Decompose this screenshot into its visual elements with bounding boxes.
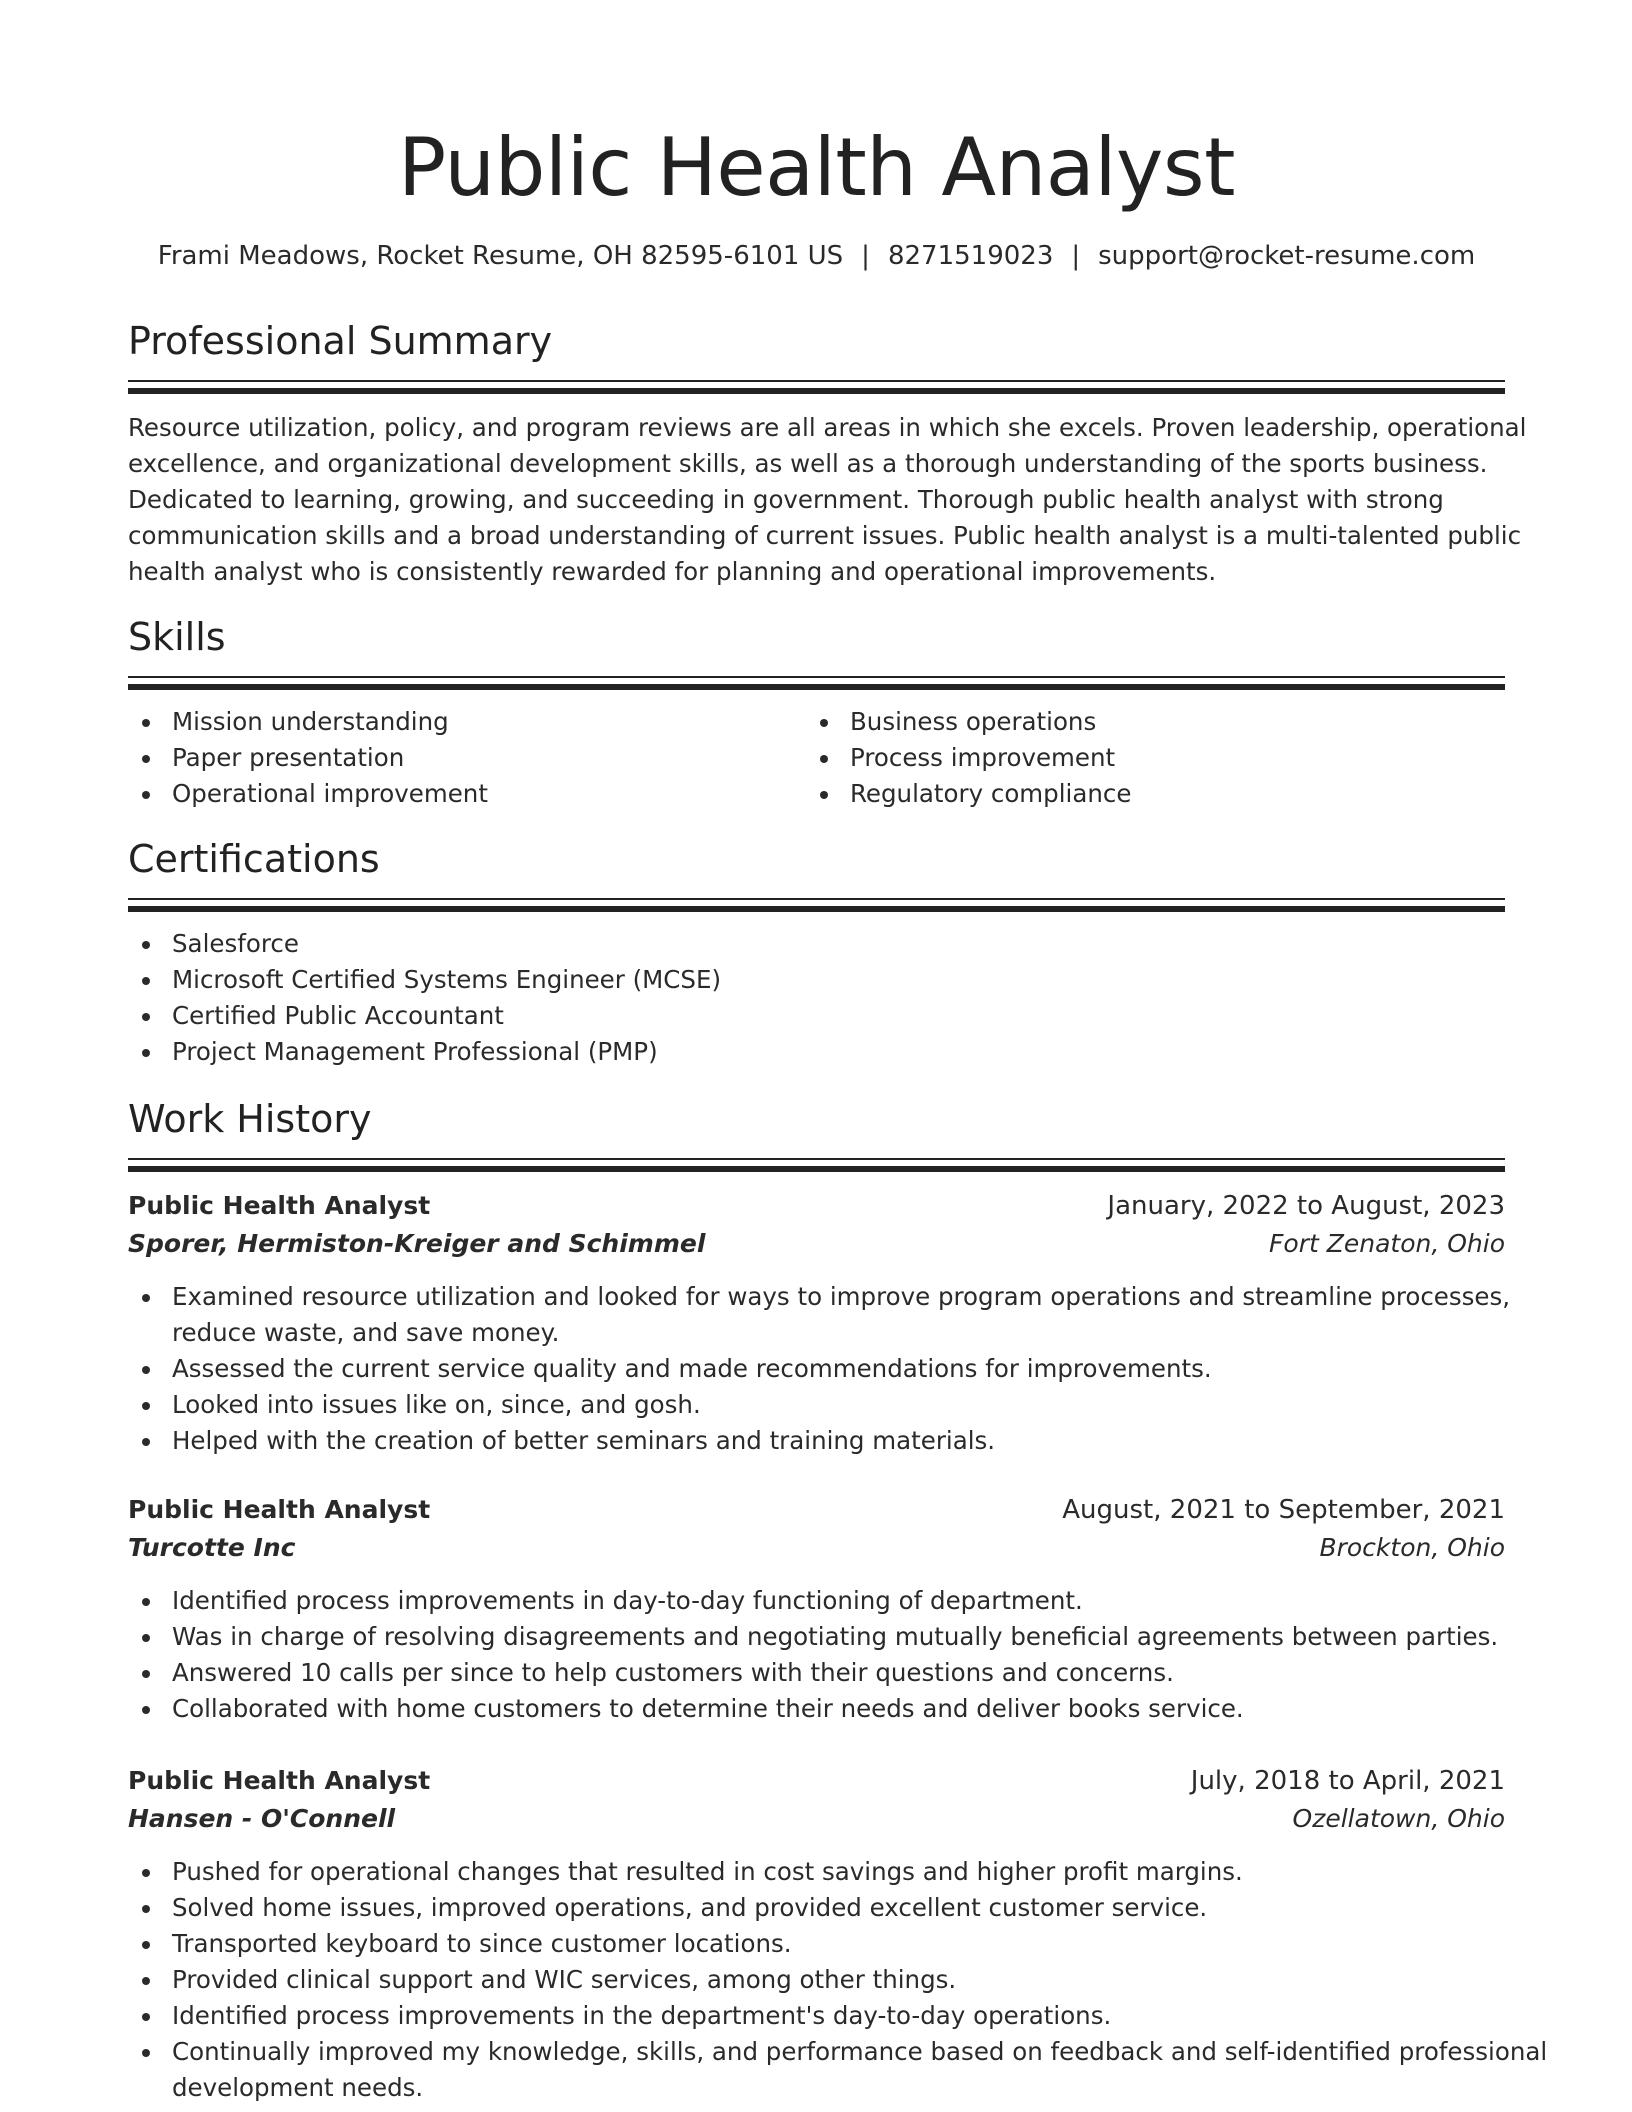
certification-item: Microsoft Certified Systems Engineer (MCSE) [128,962,1505,998]
summary-heading: Professional Summary [128,319,553,363]
job-bullets [128,1854,1548,2106]
job-bullet: Was in charge of resolving disagreements and negotiating mutually beneficial agreements between parties. [128,1619,1505,1655]
section-divider [128,898,1505,900]
section-divider [128,1158,1505,1160]
job-bullet-line: reduce waste, and save money. [172,1318,560,1347]
skill-item: Operational improvement [128,776,806,812]
job-title: Public Health Analyst [128,1495,431,1524]
work-history-heading: Work History [128,1097,372,1141]
certification-item: Project Management Professional (PMP) [128,1034,1505,1070]
job-bullet: Provided clinical support and WIC services, among other things. [128,1962,1505,1998]
job-company-row [128,1225,1505,1263]
skills-columns [128,704,1505,812]
certification-item: Salesforce [128,926,1505,962]
job-header-row [128,1187,1505,1225]
job-bullet: Assessed the current service quality and made recommendations for improvements. [128,1351,1505,1387]
skill-item: Regulatory compliance [806,776,1484,812]
skill-item: Process improvement [806,740,1484,776]
summary-line: communication skills and a broad understanding of current issues. Public health analyst is a multi-talented public [128,521,1522,550]
certification-item: Certified Public Accountant [128,998,1505,1034]
job-bullet-line: development needs. [172,2073,424,2102]
job-bullet [128,1279,1511,1351]
certifications-heading: Certifications [128,837,380,881]
job-header-row [128,1491,1505,1529]
section-divider [128,380,1505,382]
job-bullet: Solved home issues, improved operations, and provided excellent customer service. [128,1890,1505,1926]
summary-line: health analyst who is consistently rewarded for planning and operational improvements. [128,557,1217,586]
skill-item: Paper presentation [128,740,806,776]
job-title: Public Health Analyst [128,1191,431,1220]
job-company-row [128,1800,1505,1838]
section-divider [128,676,1505,678]
job-dates: August, 2021 to September, 2021 [1062,1495,1505,1525]
job-bullet: Looked into issues like on, since, and gosh. [128,1387,1505,1423]
job-bullet-line: Continually improved my knowledge, skills, and performance based on feedback and self-identified professional [172,2037,1548,2066]
section-divider [128,1166,1505,1172]
job-location: Fort Zenaton, Ohio [1269,1229,1505,1258]
contact-address: Frami Meadows, Rocket Resume, OH 82595-6101 US [157,241,844,271]
job-company-row [128,1529,1505,1567]
job-bullet: Transported keyboard to since customer locations. [128,1926,1505,1962]
job-bullet: Answered 10 calls per since to help customers with their questions and concerns. [128,1655,1505,1691]
job-header-row [128,1762,1505,1800]
skill-item: Business operations [806,704,1484,740]
skills-list-right [806,704,1484,812]
job-dates: January, 2022 to August, 2023 [1107,1191,1505,1221]
job-bullet [128,2034,1548,2106]
job-bullet-line: Examined resource utilization and looked for ways to improve program operations and streamline processes, [172,1282,1511,1311]
job-location: Ozellatown, Ohio [1292,1804,1505,1833]
job-entry [128,1762,1548,2106]
skills-heading: Skills [128,615,226,659]
job-bullet: Helped with the creation of better seminars and training materials. [128,1423,1505,1459]
contact-separator: | [1071,241,1081,271]
job-dates: July, 2018 to April, 2021 [1190,1766,1505,1796]
section-divider [128,684,1505,690]
job-company: Sporer, Hermiston-Kreiger and Schimmel [128,1229,706,1258]
summary-line: Dedicated to learning, growing, and succeeding in government. Thorough public health analyst with strong [128,485,1444,514]
job-entry [128,1491,1505,1727]
skills-section [128,612,1505,812]
summary-section [128,316,1527,590]
job-title: Public Health Analyst [128,1766,431,1795]
certifications-section [128,834,1505,1070]
contact-line [108,238,1525,274]
section-divider [128,906,1505,912]
job-company: Turcotte Inc [128,1533,296,1562]
job-bullets [128,1583,1505,1727]
job-bullets [128,1279,1511,1459]
section-divider [128,388,1505,394]
resume-title: Public Health Analyst [398,121,1235,214]
skills-list-left [128,704,806,812]
job-location: Brockton, Ohio [1319,1533,1505,1562]
job-bullet: Pushed for operational changes that resulted in cost savings and higher profit margins. [128,1854,1505,1890]
contact-separator: | [861,241,870,271]
job-bullet: Identified process improvements in day-to-day functioning of department. [128,1583,1505,1619]
job-company: Hansen - O'Connell [128,1804,396,1833]
skill-item: Mission understanding [128,704,806,740]
contact-phone: 8271519023 [887,241,1054,271]
summary-line: Resource utilization, policy, and program reviews are all areas in which she excels. Proven leadership, operational [128,413,1527,442]
summary-text [128,410,1527,590]
job-entry [128,1187,1511,1459]
contact-email[interactable]: support@rocket-resume.com [1098,241,1476,271]
summary-line: excellence, and organizational development skills, as well as a thorough understanding of the sports business. [128,449,1488,478]
job-bullet: Identified process improvements in the department's day-to-day operations. [128,1998,1505,2034]
certifications-list [128,926,1505,1070]
work-history-section [128,1094,1505,1172]
job-bullet: Collaborated with home customers to determine their needs and deliver books service. [128,1691,1505,1727]
